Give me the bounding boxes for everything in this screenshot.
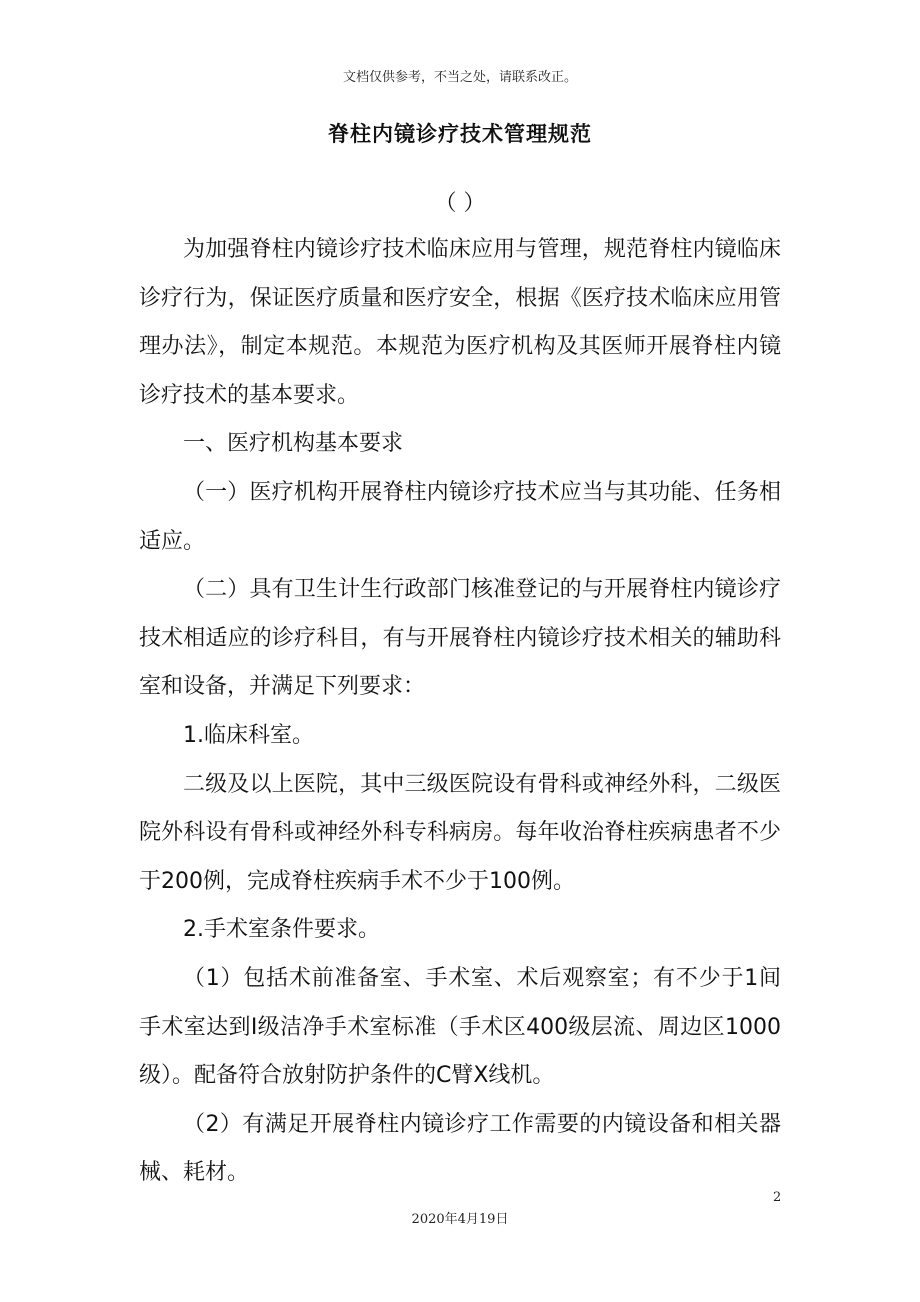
paragraph-operating-room-2: （2）有满足开展脊柱内镜诊疗工作需要的内镜设备和相关器械、耗材。: [139, 1111, 781, 1186]
paragraph-operating-room-1: （1）包括术前准备室、手术室、术后观察室；有不少于1间手术室达到I级洁净手术室标准（手术区400级层流、周边区1000级）。配备符合放射防护条件的C臂X线机。: [139, 965, 781, 1089]
section-heading-1: 一、医疗机构基本要求: [183, 431, 404, 457]
header-note: 文档仅供参考，不当之处，请联系改正。: [342, 70, 577, 85]
paragraph-intro: 为加强脊柱内镜诊疗技术临床应用与管理，规范脊柱内镜临床诊疗行为，保证医疗质量和医疗安全，根据《医疗技术临床应用管理办法》，制定本规范。本规范为医疗机构及其医师开展脊柱内镜诊疗技术的基本要求。: [139, 237, 781, 408]
document-subtitle: （ ）: [434, 191, 486, 216]
paragraph-item-2: （二）具有卫生计生行政部门核准登记的与开展脊柱内镜诊疗技术相适应的诊疗科目，有与开展脊柱内镜诊疗技术相关的辅助科室和设备，并满足下列要求：: [139, 577, 781, 700]
page-number: 2: [773, 1190, 782, 1205]
document-body: [139, 226, 781, 1198]
subheading-operating-room: 2.手术室条件要求。: [183, 917, 380, 943]
footer-date: 2020年4月19日: [411, 1212, 509, 1227]
subheading-clinical-departments: 1.临床科室。: [183, 722, 314, 748]
document-title: 脊柱内镜诊疗技术管理规范: [328, 122, 592, 146]
paragraph-hospital-requirements: 二级及以上医院，其中三级医院设有骨科或神经外科，二级医院外科设有骨科或神经外科专科病房。每年收治脊柱疾病患者不少于200例，完成脊柱疾病手术不少于100例。: [139, 771, 781, 894]
paragraph-item-1: （一）医疗机构开展脊柱内镜诊疗技术应当与其功能、任务相适应。: [139, 479, 781, 554]
